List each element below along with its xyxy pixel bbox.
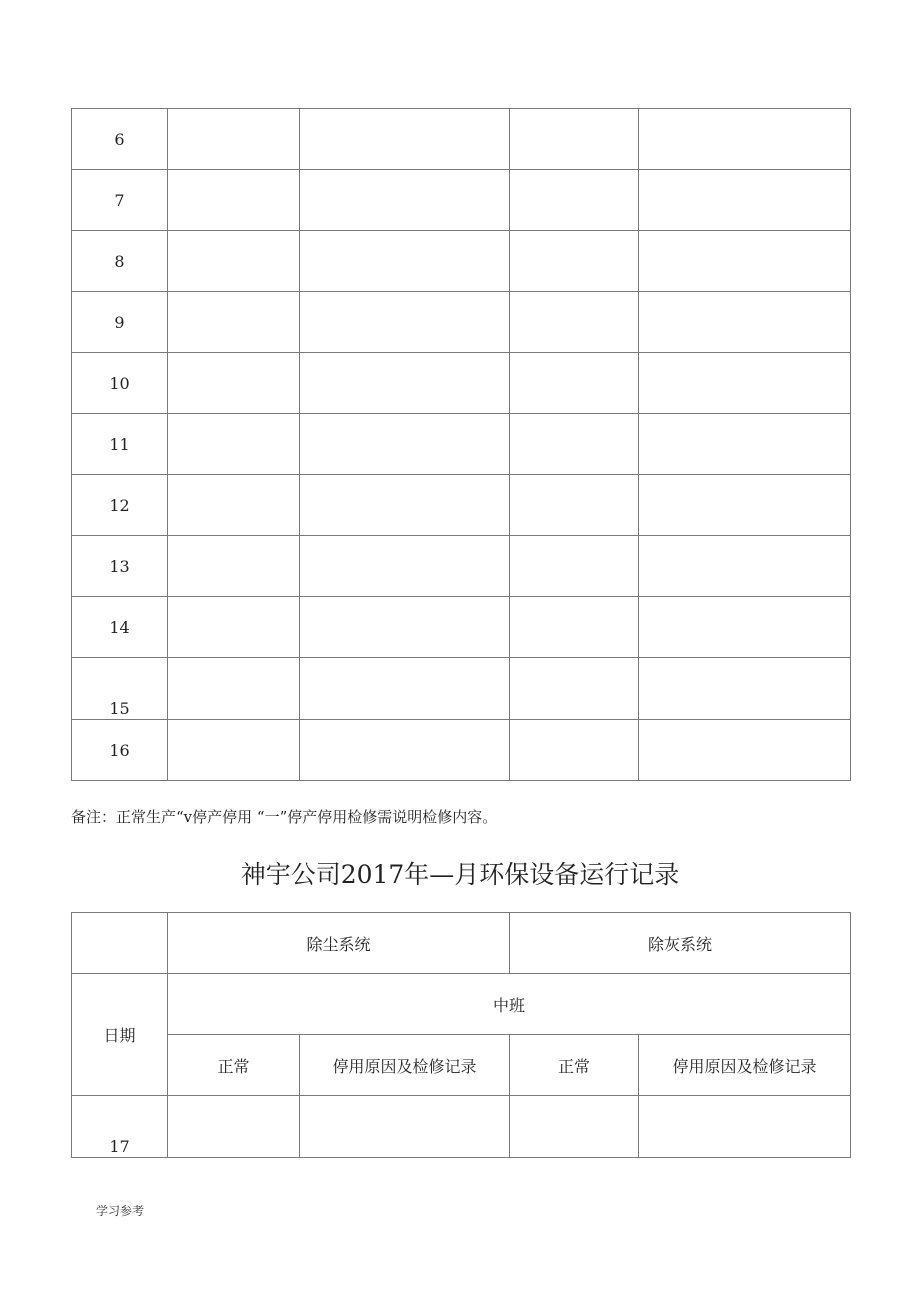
ash-normal-cell[interactable] bbox=[510, 1096, 639, 1158]
ash-reason-cell[interactable] bbox=[639, 231, 851, 292]
ash-reason-cell[interactable] bbox=[639, 597, 851, 658]
ash-normal-cell[interactable] bbox=[510, 414, 639, 475]
table-row bbox=[72, 353, 851, 414]
page-title: 神宇公司2017年—月环保设备运行记录 bbox=[240, 860, 680, 889]
ash-reason-cell[interactable] bbox=[639, 292, 851, 353]
ash-normal-cell[interactable] bbox=[510, 170, 639, 231]
footer-note: 学习参考 bbox=[96, 1204, 145, 1218]
dust-normal-header: 正常 bbox=[168, 1035, 300, 1096]
table-row bbox=[72, 1096, 851, 1158]
dust-reason-header: 停用原因及检修记录 bbox=[300, 1035, 510, 1096]
ash-normal-cell[interactable] bbox=[510, 475, 639, 536]
ash-reason-cell[interactable] bbox=[639, 109, 851, 170]
ash-normal-cell[interactable] bbox=[510, 231, 639, 292]
day-cell: 13 bbox=[72, 536, 168, 597]
dust-normal-cell[interactable] bbox=[168, 536, 300, 597]
table-row bbox=[72, 536, 851, 597]
dust-normal-cell[interactable] bbox=[168, 231, 300, 292]
dust-normal-cell[interactable] bbox=[168, 1096, 300, 1158]
dust-normal-cell[interactable] bbox=[168, 475, 300, 536]
table-row bbox=[72, 231, 851, 292]
dust-reason-cell[interactable] bbox=[300, 170, 510, 231]
day-cell: 11 bbox=[72, 414, 168, 475]
dust-reason-cell[interactable] bbox=[300, 231, 510, 292]
dust-reason-cell[interactable] bbox=[300, 414, 510, 475]
day-cell: 10 bbox=[72, 353, 168, 414]
table-row bbox=[72, 292, 851, 353]
ash-normal-cell[interactable] bbox=[510, 658, 639, 720]
ash-reason-cell[interactable] bbox=[639, 536, 851, 597]
table-row bbox=[72, 720, 851, 781]
day-cell: 17 bbox=[72, 1096, 168, 1158]
ash-normal-cell[interactable] bbox=[510, 536, 639, 597]
dust-normal-cell[interactable] bbox=[168, 353, 300, 414]
ash-normal-cell[interactable] bbox=[510, 353, 639, 414]
day-cell: 8 bbox=[72, 231, 168, 292]
ash-reason-cell[interactable] bbox=[639, 414, 851, 475]
ash-reason-header: 停用原因及检修记录 bbox=[639, 1035, 851, 1096]
date-header: 日期 bbox=[72, 974, 168, 1096]
day-cell: 6 bbox=[72, 109, 168, 170]
ash-reason-cell[interactable] bbox=[639, 720, 851, 781]
header-row-systems bbox=[72, 913, 851, 974]
header-row-columns bbox=[72, 1035, 851, 1096]
ash-system-header: 除灰系统 bbox=[510, 913, 851, 974]
dust-normal-cell[interactable] bbox=[168, 597, 300, 658]
dust-reason-cell[interactable] bbox=[300, 536, 510, 597]
table-row bbox=[72, 658, 851, 720]
day-cell: 9 bbox=[72, 292, 168, 353]
dust-reason-cell[interactable] bbox=[300, 1096, 510, 1158]
dust-reason-cell[interactable] bbox=[300, 475, 510, 536]
empty-corner-cell bbox=[72, 913, 168, 974]
table-row bbox=[72, 475, 851, 536]
day-cell: 16 bbox=[72, 720, 168, 781]
dust-reason-cell[interactable] bbox=[300, 720, 510, 781]
dust-normal-cell[interactable] bbox=[168, 292, 300, 353]
operation-record-table-bottom bbox=[71, 912, 851, 1158]
dust-reason-cell[interactable] bbox=[300, 658, 510, 720]
ash-reason-cell[interactable] bbox=[639, 475, 851, 536]
dust-system-header: 除尘系统 bbox=[168, 913, 510, 974]
dust-normal-cell[interactable] bbox=[168, 109, 300, 170]
shift-header: 中班 bbox=[168, 974, 851, 1035]
header-row-shift bbox=[72, 974, 851, 1035]
dust-normal-cell[interactable] bbox=[168, 658, 300, 720]
dust-normal-cell[interactable] bbox=[168, 170, 300, 231]
ash-normal-cell[interactable] bbox=[510, 109, 639, 170]
dust-reason-cell[interactable] bbox=[300, 597, 510, 658]
ash-reason-cell[interactable] bbox=[639, 1096, 851, 1158]
dust-reason-cell[interactable] bbox=[300, 353, 510, 414]
day-cell: 14 bbox=[72, 597, 168, 658]
ash-normal-cell[interactable] bbox=[510, 720, 639, 781]
ash-normal-header: 正常 bbox=[510, 1035, 639, 1096]
dust-normal-cell[interactable] bbox=[168, 414, 300, 475]
dust-reason-cell[interactable] bbox=[300, 292, 510, 353]
ash-reason-cell[interactable] bbox=[639, 170, 851, 231]
day-cell: 12 bbox=[72, 475, 168, 536]
table-row bbox=[72, 597, 851, 658]
ash-normal-cell[interactable] bbox=[510, 292, 639, 353]
table-row bbox=[72, 109, 851, 170]
table-row bbox=[72, 414, 851, 475]
operation-record-table-top bbox=[71, 108, 851, 781]
dust-normal-cell[interactable] bbox=[168, 720, 300, 781]
dust-reason-cell[interactable] bbox=[300, 109, 510, 170]
ash-reason-cell[interactable] bbox=[639, 658, 851, 720]
day-cell: 15 bbox=[72, 658, 168, 720]
ash-reason-cell[interactable] bbox=[639, 353, 851, 414]
day-cell: 7 bbox=[72, 170, 168, 231]
ash-normal-cell[interactable] bbox=[510, 597, 639, 658]
remarks-note: 备注：正常生产“v停产停用 “一”停产停用检修需说明检修内容。 bbox=[71, 808, 498, 826]
table-row bbox=[72, 170, 851, 231]
